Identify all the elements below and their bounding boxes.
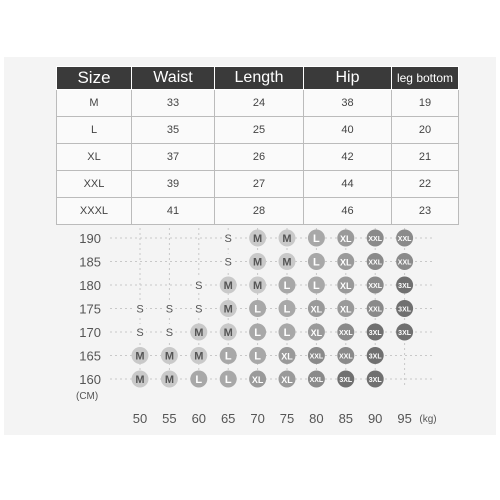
- cell-size: L: [57, 117, 132, 144]
- height-tick-label: 165: [79, 348, 101, 364]
- size-marker-label: M: [282, 233, 292, 245]
- weight-unit-label: (kg): [419, 414, 437, 425]
- cell-leg-bottom: 21: [392, 144, 459, 171]
- size-marker-label: L: [313, 256, 320, 269]
- size-marker-label: XL: [340, 257, 352, 268]
- cell-waist: 41: [132, 198, 215, 225]
- size-marker-label: 3XL: [398, 283, 412, 290]
- cell-length: 27: [215, 171, 304, 198]
- cell-size: M: [57, 90, 132, 117]
- cell-waist: 35: [132, 117, 215, 144]
- size-marker-label: XXL: [309, 377, 324, 384]
- size-marker-label: M: [164, 374, 174, 386]
- size-marker-label: XL: [310, 328, 323, 338]
- weight-tick-label: 95: [397, 411, 412, 426]
- header-size: Size: [57, 67, 132, 90]
- cell-hip: 44: [304, 171, 392, 198]
- cell-waist: 39: [132, 171, 215, 198]
- size-marker-label: XXL: [368, 236, 383, 243]
- size-marker-label: XXL: [397, 236, 412, 243]
- size-marker-label: M: [253, 233, 263, 245]
- size-marker-label: L: [254, 350, 261, 363]
- size-marker-label: M: [164, 350, 174, 363]
- weight-tick-label: 60: [191, 411, 207, 426]
- size-marker-label: XXL: [368, 283, 383, 290]
- cell-size: XXXL: [57, 198, 132, 225]
- height-tick-label: 185: [79, 254, 101, 270]
- size-marker-label: L: [283, 327, 291, 339]
- size-marker-label: XL: [340, 234, 352, 244]
- cell-hip: 46: [304, 198, 392, 225]
- cell-size: XXL: [57, 171, 132, 198]
- height-tick-label: 160: [79, 372, 101, 387]
- size-marker-label: 3XL: [339, 377, 353, 384]
- size-marker-label: 3XL: [368, 377, 382, 384]
- size-marker-label: XL: [310, 304, 323, 315]
- size-marker-label: 3XL: [368, 353, 382, 361]
- size-marker-label: M: [253, 256, 263, 269]
- size-marker-label: S: [224, 233, 232, 245]
- size-marker-label: L: [313, 233, 320, 245]
- cell-leg-bottom: 20: [392, 117, 459, 144]
- height-tick-label: 175: [79, 301, 101, 317]
- cell-leg-bottom: 19: [392, 90, 459, 117]
- header-hip: Hip: [304, 67, 392, 90]
- header-leg-bottom: leg bottom: [392, 67, 459, 90]
- size-marker-label: S: [195, 303, 203, 316]
- size-marker-label: L: [313, 280, 320, 292]
- size-marker-label: XXL: [368, 259, 383, 267]
- cell-waist: 33: [132, 90, 215, 117]
- size-marker-label: XL: [251, 375, 264, 385]
- weight-tick-label: 85: [338, 411, 354, 426]
- size-marker-label: XL: [281, 375, 293, 385]
- header-length: Length: [215, 67, 304, 90]
- size-marker-label: L: [254, 327, 261, 339]
- cell-hip: 40: [304, 117, 392, 144]
- weight-tick-label: 80: [309, 411, 324, 426]
- size-marker-label: XL: [340, 304, 352, 315]
- size-marker-label: S: [165, 327, 174, 339]
- weight-tick-label: 70: [250, 411, 265, 426]
- size-marker-label: L: [283, 280, 291, 292]
- size-marker-label: 3XL: [368, 330, 382, 337]
- size-marker-label: M: [223, 280, 233, 292]
- size-marker-label: L: [195, 374, 203, 386]
- height-unit-label: (CM): [76, 391, 99, 402]
- cell-waist: 37: [132, 144, 215, 171]
- size-marker-label: M: [194, 327, 204, 339]
- size-marker-label: L: [224, 350, 232, 363]
- cell-leg-bottom: 23: [392, 198, 459, 225]
- size-marker-label: M: [135, 350, 145, 363]
- size-marker-label: XXL: [338, 330, 353, 337]
- cell-length: 28: [215, 198, 304, 225]
- size-marker-label: XL: [340, 281, 352, 291]
- weight-tick-label: 75: [279, 411, 295, 426]
- size-marker-label: M: [282, 256, 292, 269]
- cell-leg-bottom: 22: [392, 171, 459, 198]
- size-marker-label: S: [136, 327, 144, 339]
- cell-size: XL: [57, 144, 132, 171]
- weight-tick-label: 50: [132, 411, 148, 426]
- weight-tick-label: 65: [220, 411, 236, 426]
- size-marker-label: M: [135, 374, 145, 386]
- size-marker-label: S: [165, 303, 174, 316]
- size-marker-label: S: [136, 303, 144, 316]
- cell-length: 24: [215, 90, 304, 117]
- height-tick-label: 180: [79, 278, 101, 293]
- size-marker-label: M: [223, 327, 233, 339]
- size-marker-label: M: [253, 280, 263, 292]
- size-marker-label: L: [254, 303, 261, 316]
- size-marker-label: M: [194, 350, 204, 363]
- size-marker-label: S: [195, 280, 203, 292]
- cell-hip: 42: [304, 144, 392, 171]
- size-marker-label: XXL: [397, 259, 412, 267]
- height-tick-label: 170: [79, 325, 101, 340]
- size-marker-label: 3XL: [398, 330, 412, 337]
- size-marker-label: L: [224, 374, 232, 386]
- weight-tick-label: 55: [162, 411, 177, 426]
- size-marker-label: 3XL: [398, 306, 412, 314]
- size-marker-label: L: [283, 303, 291, 316]
- cell-length: 26: [215, 144, 304, 171]
- size-marker-label: XL: [281, 351, 293, 362]
- size-marker-label: M: [223, 303, 233, 316]
- cell-length: 25: [215, 117, 304, 144]
- header-waist: Waist: [132, 67, 215, 90]
- size-marker-label: XXL: [368, 306, 383, 314]
- cell-hip: 38: [304, 90, 392, 117]
- size-marker-label: XXL: [309, 353, 324, 361]
- weight-tick-label: 90: [367, 411, 383, 426]
- size-marker-label: XXL: [338, 353, 353, 361]
- height-tick-label: 190: [79, 231, 101, 246]
- size-marker-label: S: [224, 256, 232, 269]
